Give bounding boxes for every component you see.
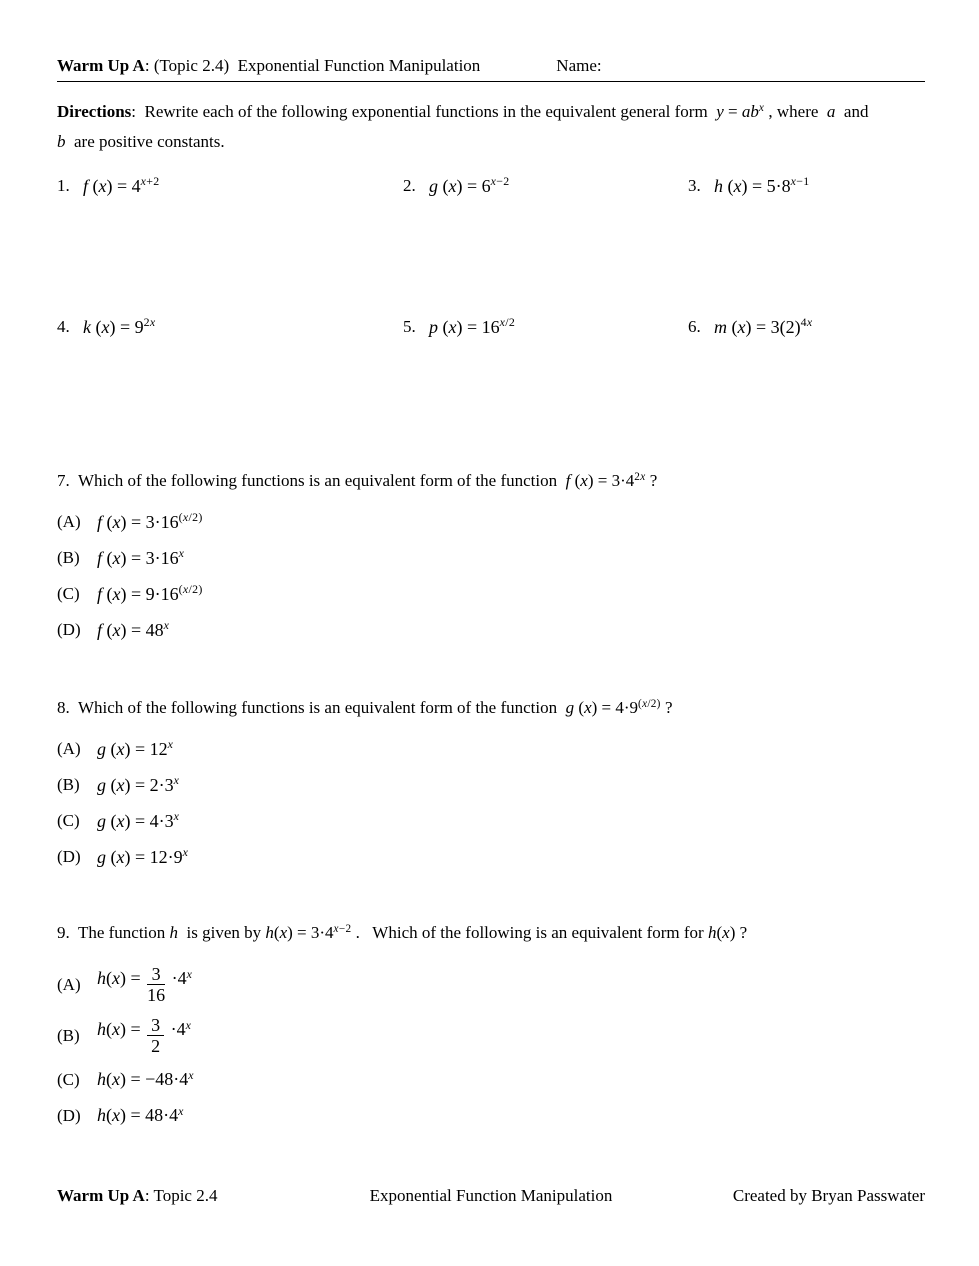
- problems-row-1: [57, 176, 959, 197]
- choice-expression: h(x) = $\frac{3}{16}$ $\cdot 4^x$: [97, 964, 193, 1006]
- choice-label: (D): [57, 847, 81, 866]
- problem-number: 6.: [688, 317, 701, 336]
- problem-7-choices: [57, 509, 979, 643]
- problem-7-stem: 7. Which of the following functions is an equivalent form of the function f $(x) = 3\cdot 4^{2x}$ ?: [57, 470, 658, 490]
- choice-expression: g $(x) = 2\cdot 3^x$: [97, 772, 180, 795]
- problem-2: [403, 176, 688, 197]
- problem-8-choices: [57, 736, 979, 870]
- problem-9: [0, 920, 979, 1129]
- choice-label: (A): [57, 974, 81, 994]
- footer-center: Exponential Function Manipulation: [369, 1186, 613, 1205]
- choice-expression: g $(x) = 4\cdot 3^x$: [97, 808, 180, 831]
- choice-label: (D): [57, 1105, 81, 1125]
- page-title: Warm Up A: (Topic 2.4) Exponential Function Manipulation: [57, 56, 481, 75]
- problem-6: [688, 317, 959, 338]
- problem-number: 1.: [57, 176, 70, 195]
- problem-number: 2.: [403, 176, 416, 195]
- choice-label: (D): [57, 620, 81, 639]
- problem-expression: g $(x) = 6^{x-2}$: [429, 174, 510, 196]
- choice-7b: [57, 545, 979, 571]
- problem-8-stem: 8. Which of the following functions is an equivalent form of the function g $(x) = 4\cdot 9^{(x/2)}$ ?: [57, 697, 673, 717]
- choice-9a: [57, 964, 979, 1005]
- problem-3: [688, 176, 959, 197]
- choice-label: (B): [57, 548, 80, 567]
- choice-8d: [57, 844, 979, 870]
- choice-expression: g $(x) = 12\cdot 9^x$: [97, 844, 189, 867]
- choice-7c: [57, 581, 979, 607]
- choice-label: (C): [57, 1069, 80, 1089]
- header: [57, 56, 925, 76]
- choice-8b: [57, 772, 979, 798]
- problem-expression: f $(x) = 4^{x+2}$: [83, 174, 160, 196]
- problem-number: 5.: [403, 317, 416, 336]
- problem-7: [0, 468, 979, 643]
- footer: [57, 1186, 925, 1206]
- choice-9d: [57, 1103, 979, 1129]
- problem-expression: h $(x) = 5\cdot 8^{x-1}$: [714, 174, 810, 196]
- problem-expression: k $(x) = 9^{2x}$: [83, 315, 156, 337]
- footer-right: Created by Bryan Passwater: [732, 1186, 925, 1205]
- problems-row-2: [57, 317, 959, 338]
- choice-label: (C): [57, 811, 80, 830]
- choice-label: (C): [57, 584, 80, 603]
- problem-number: 3.: [688, 176, 701, 195]
- choice-9c: [57, 1067, 979, 1093]
- problem-expression: p $(x) = 16^{x/2}$: [429, 315, 516, 337]
- problem-5: [403, 317, 688, 338]
- name-label: Name:: [556, 56, 602, 75]
- problem-8: [0, 695, 979, 870]
- choice-8c: [57, 808, 979, 834]
- problem-expression: m $(x) = 3(2)^{4x}$: [714, 315, 813, 337]
- choice-label: (B): [57, 1025, 80, 1045]
- footer-left: Warm Up A: Topic 2.4: [57, 1186, 218, 1205]
- choice-7a: [57, 509, 979, 535]
- choice-8a: [57, 736, 979, 762]
- choice-expression: f $(x) = 48^x$: [97, 617, 170, 640]
- problem-number: 4.: [57, 317, 70, 336]
- choice-expression: h(x) = $\frac{3}{2}$ $\cdot 4^x$: [97, 1015, 192, 1057]
- choice-expression: g $(x) = 12^x$: [97, 736, 174, 759]
- choice-expression: $h(x) = -48\cdot 4^x$: [97, 1067, 194, 1090]
- choice-9b: [57, 1015, 979, 1056]
- choice-label: (A): [57, 739, 81, 758]
- choice-7d: [57, 617, 979, 643]
- choice-expression: f $(x) = 3\cdot 16^{(x/2)}$: [97, 509, 203, 532]
- problem-9-choices: [57, 964, 979, 1129]
- choice-label: (A): [57, 512, 81, 531]
- choice-expression: f $(x) = 3\cdot 16^x$: [97, 545, 185, 568]
- problem-4: [57, 317, 403, 338]
- problem-1: [57, 176, 403, 197]
- choice-expression: f $(x) = 9\cdot 16^{(x/2)}$: [97, 581, 203, 604]
- header-rule: [57, 81, 925, 82]
- problem-9-stem: 9. The function h is given by $h(x) = 3\cdot 4^{x-2}$ . Which of the following is an equivalent form for h(x) ?: [57, 922, 748, 942]
- choice-label: (B): [57, 775, 80, 794]
- choice-expression: $h(x) = 48\cdot 4^x$: [97, 1103, 184, 1126]
- directions-text: Directions: Rewrite each of the following exponential functions in the equivalent general form $y = ab^x$ , where a and b are positive constants.: [57, 101, 869, 151]
